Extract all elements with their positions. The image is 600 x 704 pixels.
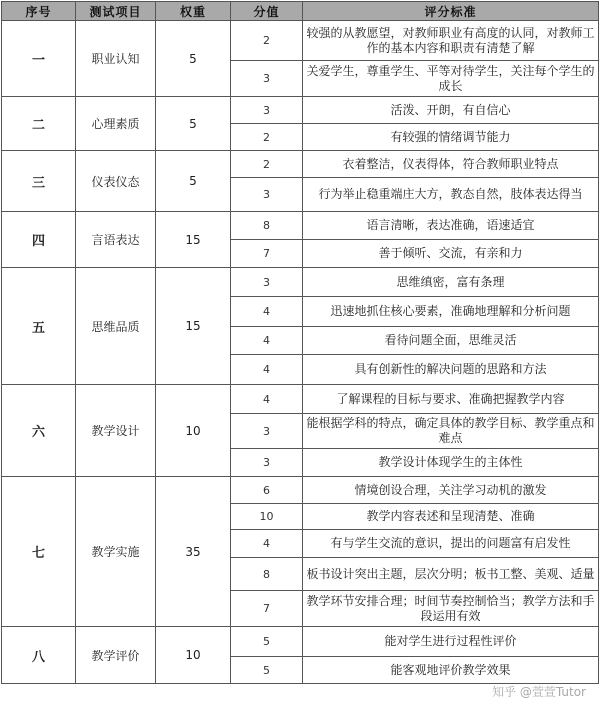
header-score: 分值 <box>231 2 303 21</box>
section-index: 三 <box>2 151 76 212</box>
criteria-text: 活泼、开朗，有自信心 <box>303 97 599 124</box>
section-index: 四 <box>2 212 76 268</box>
table-row <box>2 212 599 240</box>
criteria-text: 关爱学生，尊重学生、平等对待学生，关注每个学生的成长 <box>303 61 599 97</box>
score-value: 2 <box>231 124 303 151</box>
weight-value: 15 <box>156 212 231 268</box>
score-value: 4 <box>231 297 303 327</box>
criteria-text: 教学设计体现学生的主体性 <box>303 449 599 477</box>
table-row <box>2 151 599 178</box>
table-row <box>2 21 599 61</box>
watermark: 知乎 @萱萱Tutor <box>492 685 586 699</box>
score-value: 5 <box>231 657 303 684</box>
criteria-text: 能根据学科的特点，确定具体的教学目标、教学重点和难点 <box>303 414 599 449</box>
score-value: 4 <box>231 355 303 385</box>
header-item: 测试项目 <box>76 2 156 21</box>
criteria-text: 教学内容表述和呈现清楚、准确 <box>303 504 599 530</box>
header-index: 序号 <box>2 2 76 21</box>
score-value: 6 <box>231 477 303 504</box>
section-index: 八 <box>2 627 76 684</box>
header-weight: 权重 <box>156 2 231 21</box>
criteria-text: 衣着整洁，仪表得体，符合教师职业特点 <box>303 151 599 178</box>
criteria-text: 有与学生交流的意识，提出的问题富有启发性 <box>303 530 599 558</box>
weight-value: 10 <box>156 385 231 477</box>
weight-value: 10 <box>156 627 231 684</box>
criteria-text: 行为举止稳重端庄大方，教态自然，肢体表达得当 <box>303 178 599 212</box>
criteria-text: 看待问题全面，思维灵活 <box>303 327 599 355</box>
test-item: 教学评价 <box>76 627 156 684</box>
test-item: 教学实施 <box>76 477 156 627</box>
weight-value: 5 <box>156 21 231 97</box>
criteria-text: 板书设计突出主题，层次分明；板书工整、美观、适量 <box>303 558 599 591</box>
test-item: 职业认知 <box>76 21 156 97</box>
score-value: 8 <box>231 558 303 591</box>
header-criteria: 评分标准 <box>303 2 599 21</box>
table-row <box>2 477 599 504</box>
table-body <box>2 21 599 684</box>
criteria-text: 具有创新性的解决问题的思路和方法 <box>303 355 599 385</box>
section-index: 二 <box>2 97 76 151</box>
criteria-text: 善于倾听、交流，有亲和力 <box>303 240 599 268</box>
score-value: 7 <box>231 240 303 268</box>
header-row <box>2 2 599 21</box>
score-value: 4 <box>231 530 303 558</box>
table-row <box>2 627 599 657</box>
section-index: 五 <box>2 268 76 385</box>
test-item: 仪表仪态 <box>76 151 156 212</box>
criteria-text: 了解课程的目标与要求、准确把握教学内容 <box>303 385 599 414</box>
score-value: 3 <box>231 178 303 212</box>
criteria-text: 教学环节安排合理；时间节奏控制恰当；教学方法和手段运用有效 <box>303 591 599 627</box>
score-value: 7 <box>231 591 303 627</box>
weight-value: 35 <box>156 477 231 627</box>
score-value: 4 <box>231 385 303 414</box>
criteria-text: 思维缜密，富有条理 <box>303 268 599 297</box>
section-index: 七 <box>2 477 76 627</box>
test-item: 言语表达 <box>76 212 156 268</box>
section-index: 一 <box>2 21 76 97</box>
criteria-text: 有较强的情绪调节能力 <box>303 124 599 151</box>
score-value: 8 <box>231 212 303 240</box>
score-value: 3 <box>231 61 303 97</box>
criteria-text: 情境创设合理，关注学习动机的激发 <box>303 477 599 504</box>
test-item: 心理素质 <box>76 97 156 151</box>
score-value: 3 <box>231 97 303 124</box>
criteria-text: 迅速地抓住核心要素，准确地理解和分析问题 <box>303 297 599 327</box>
test-item: 教学设计 <box>76 385 156 477</box>
score-value: 4 <box>231 327 303 355</box>
criteria-text: 能对学生进行过程性评价 <box>303 627 599 657</box>
table-row <box>2 97 599 124</box>
score-value: 5 <box>231 627 303 657</box>
criteria-text: 语言清晰，表达准确，语速适宜 <box>303 212 599 240</box>
weight-value: 5 <box>156 97 231 151</box>
score-value: 3 <box>231 414 303 449</box>
score-value: 3 <box>231 268 303 297</box>
table-row <box>2 268 599 297</box>
score-value: 3 <box>231 449 303 477</box>
weight-value: 15 <box>156 268 231 385</box>
criteria-text: 较强的从教愿望，对教师职业有高度的认同，对教师工作的基本内容和职责有清楚了解 <box>303 21 599 61</box>
test-item: 思维品质 <box>76 268 156 385</box>
score-value: 10 <box>231 504 303 530</box>
criteria-text: 能客观地评价教学效果 <box>303 657 599 684</box>
score-value: 2 <box>231 151 303 178</box>
table-row <box>2 385 599 414</box>
section-index: 六 <box>2 385 76 477</box>
score-value: 2 <box>231 21 303 61</box>
weight-value: 5 <box>156 151 231 212</box>
scoring-table <box>1 1 599 684</box>
